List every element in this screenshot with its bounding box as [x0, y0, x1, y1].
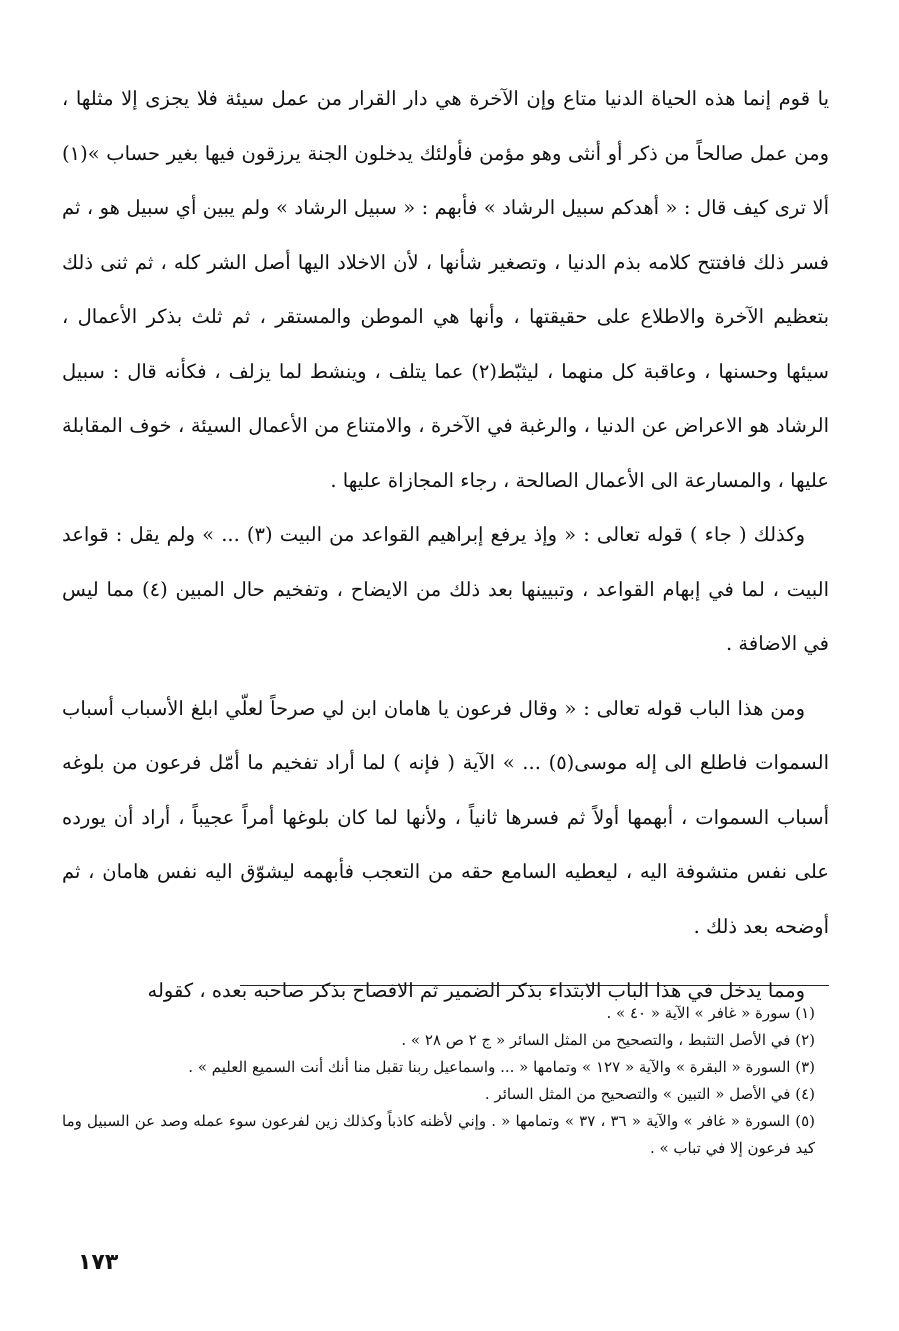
footnote-divider — [240, 985, 829, 986]
footnote-5: (٥) السورة « غافر » والآية « ٣٦ ، ٣٧ » وتمامها « . وإني لأظنه كاذباً وكذلك زين لفرعون سوء عمله وصد عن السبيل وما كيد فرعون إلا في تباب » . — [62, 1112, 815, 1157]
paragraph-4: ومما يدخل في هذا الباب الابتداء بذكر الضمير ثم الافصاح بذكر صاحبه بعده ، كقوله — [147, 979, 805, 1002]
footnote-4: (٤) في الأصل « التبين » والتصحيح من المثل السائر . — [484, 1085, 815, 1103]
paragraph-1: يا قوم إنما هذه الحياة الدنيا متاع وإن الآخرة هي دار القرار من عمل سيئة فلا يجزى إلا مثلها ، ومن عمل صالحاً من ذكر أو أنثى وهو مؤمن فأولئك يدخلون الجنة يرزقون فيها بغير حساب »(١) ألا ترى كيف قال : « أهدكم سبيل الرشاد » فأبهم : « سبيل الرشاد » ولم يبين أي سبيل هو ، ثم فسر ذلك فافتتح كلامه بذم الدنيا ، وتصغير شأنها ، لأن الاخلاد اليها أصل الشر كله ، ثم ثنى ذلك بتعظيم الآخرة والاطلاع على حقيقتها ، وأنها هي الموطن والمستقر ، ثم ثلث بذكر الأعمال ، سيئها وحسنها ، وعاقبة كل منهما ، ليثبّط(٢) عما يتلف ، وينشط لما يزلف ، فكأنه قال : سبيل الرشاد هو الاعراض عن الدنيا ، والرغبة في الآخرة ، والامتناع من الأعمال السيئة ، خوف المقابلة عليها ، والمسارعة الى الأعمال الصالحة ، رجاء المجازاة عليها . — [62, 87, 829, 492]
paragraph-2: وكذلك ( جاء ) قوله تعالى : « وإذ يرفع إبراهيم القواعد من البيت (٣) ... » ولم يقل : قواعد البيت ، لما في إبهام القواعد ، وتبيينها بعد ذلك من الايضاح ، وتفخيم حال المبين (٤) مما ليس في الاضافة . — [62, 523, 829, 655]
main-text — [62, 72, 829, 1019]
page-number: ١٧٣ — [78, 1250, 119, 1275]
footnote-3: (٣) السورة « البقرة » والآية « ١٢٧ » وتمامها « ... واسماعيل ربنا تقبل منا أنك أنت السميع العليم » . — [188, 1058, 815, 1076]
footnote-1: (١) سورة « غافر » الآية « ٤٠ » . — [606, 1004, 815, 1022]
paragraph-3: ومن هذا الباب قوله تعالى : « وقال فرعون يا هامان ابن لي صرحاً لعلّي ابلغ الأسباب أسباب السموات فاطلع الى إله موسى(٥) ... » الآية ( فإنه ) لما أراد تفخيم ما أمّل فرعون من بلوغه أسباب السموات ، أبهمها أولاً ثم فسرها ثانياً ، ولأنها لما كان بلوغها أمراً عجيباً ، أراد أن يورده على نفس متشوفة اليه ، ليعطيه السامع حقه من التعجب فأبهمه ليشوّق اليه نفس هامان ، ثم أوضحه بعد ذلك . — [62, 696, 829, 938]
footnote-2: (٢) في الأصل التثبط ، والتصحيح من المثل السائر « ج ٢ ص ٢٨ » . — [401, 1031, 815, 1049]
footnotes — [62, 1000, 829, 1162]
